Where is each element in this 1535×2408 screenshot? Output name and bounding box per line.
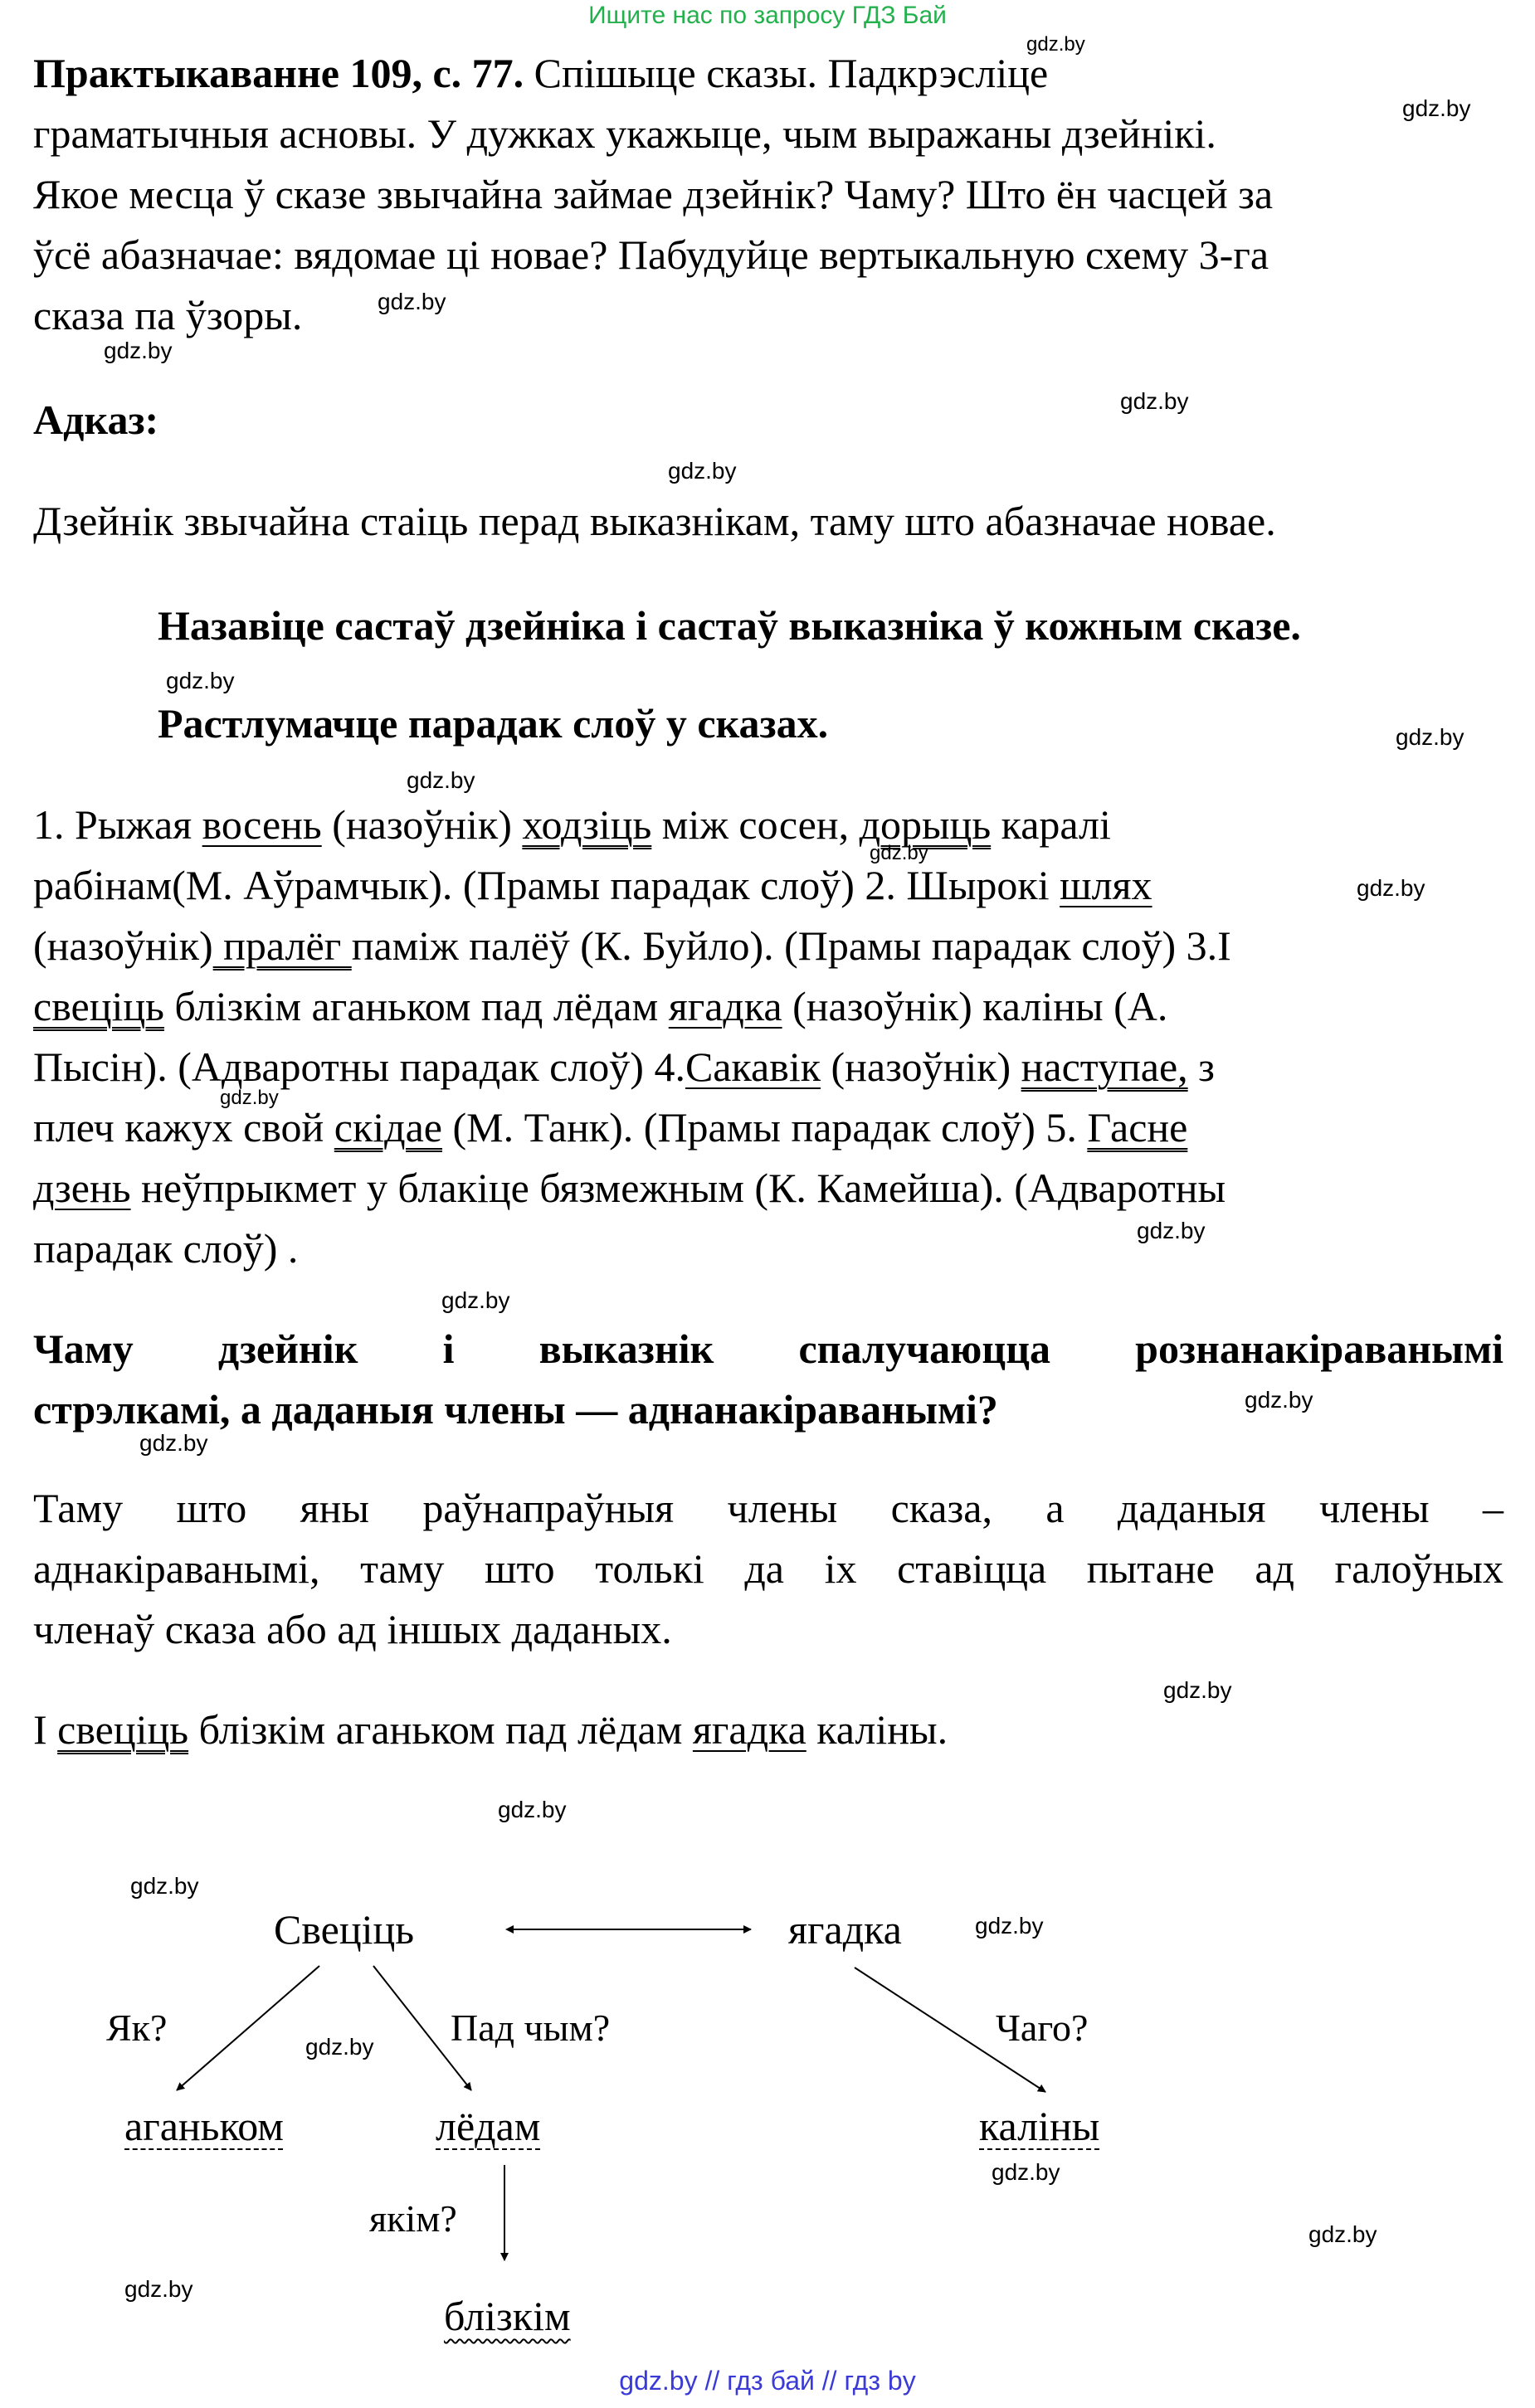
task-line-5: сказа па ўзоры. — [33, 292, 303, 338]
watermark: gdz.by — [1163, 1677, 1232, 1703]
diagram-question-chago: Чаго? — [996, 2007, 1089, 2049]
sentence-line-6: плеч кажух свой скідае (М. Танк). (Прамы парадак слоў) 5. Гасне — [33, 1104, 1188, 1150]
task-text: Спішыце сказы. Падкрэсліце — [524, 50, 1049, 96]
watermark: gdz.by — [1402, 95, 1471, 121]
watermark: gdz.by — [305, 2034, 374, 2060]
predicate: дорыць — [859, 801, 992, 848]
sentence-line-3: (назоўнік) пралёг паміж палёў (К. Буйло). (Прамы парадак слоў) 3.І — [33, 922, 1231, 969]
subject: восень — [202, 801, 322, 848]
diagram-subject: ягадка — [788, 1906, 902, 1953]
diagram-word-ledam: лёдам — [436, 2103, 541, 2149]
watermark: gdz.by — [1308, 2221, 1377, 2247]
watermark: gdz.by — [378, 289, 446, 314]
watermark: gdz.by — [975, 1913, 1044, 1939]
diagram-question-pad: Пад чым? — [451, 2007, 611, 2049]
sentence-line-4: свеціць блізкім аганьком пад лёдам ягадка (назоўнік) каліны (А. — [33, 983, 1168, 1029]
sentence-line-8: парадак слоў) . — [33, 1225, 299, 1272]
watermark: gdz.by — [870, 842, 928, 864]
watermark: gdz.by — [407, 767, 475, 793]
answer3-line-2: аднакіраванымі, таму што толькі да іх ставіцца пытане ад галоўных — [33, 1545, 1503, 1592]
watermark: gdz.by — [1026, 33, 1085, 56]
watermark: gdz.by — [992, 2159, 1060, 2185]
sentence-line-2: рабінам(М. Аўрамчык). (Прамы парадак слоў) 2. Шырокі шлях — [33, 862, 1152, 908]
answer-heading: Адказ: — [33, 396, 159, 443]
watermark: gdz.by — [1357, 875, 1425, 901]
example-sentence: І свеціць блізкім аганьком пад лёдам ягадка каліны. — [33, 1706, 948, 1753]
watermark: gdz.by — [124, 2276, 193, 2302]
predicate: Гасне — [1087, 1104, 1188, 1150]
diagram-question-yak: Як? — [106, 2007, 168, 2049]
subject: ягадка — [668, 983, 782, 1029]
watermark: gdz.by — [1396, 724, 1464, 750]
watermark: gdz.by — [668, 458, 737, 484]
subject: Сакавік — [685, 1043, 821, 1090]
predicate: наступае, — [1021, 1043, 1188, 1090]
task-line-2: граматычныя асновы. У дужках укажыце, чым выражаны дзейнікі. — [33, 110, 1216, 157]
predicate: ходзіць — [522, 801, 652, 848]
predicate: пралёг — [212, 922, 352, 969]
diagram-word-aganok: аганьком — [124, 2103, 284, 2149]
task-line-4: ўсё абазначае: вядомае ці новае? Пабудуйце вертыкальную схему 3-га — [33, 231, 1269, 278]
sentence-line-1: 1. Рыжая восень (назоўнік) ходзіць між сосен, дорыць каралі — [33, 801, 1111, 848]
answer3-line-1: Таму што яны раўнапраўныя члены сказа, а даданыя члены – — [33, 1485, 1503, 1531]
predicate: скідае — [334, 1104, 442, 1150]
predicate: свеціць — [57, 1706, 189, 1753]
diagram-question-yakim: якім? — [369, 2197, 457, 2240]
subject: шлях — [1060, 862, 1152, 908]
watermark: gdz.by — [104, 338, 173, 363]
search-banner[interactable]: Ищите нас по запросу ГДЗ Бай — [588, 2, 947, 29]
sentence-line-7: дзень неўпрыкмет у блакіце бязмежным (К. Камейша). (Адваротны — [33, 1165, 1226, 1211]
question-arrows-2: стрэлкамі, а даданыя члены — аднанакіраванымі? — [33, 1386, 998, 1433]
watermark: gdz.by — [130, 1873, 199, 1899]
predicate: свеціць — [33, 983, 164, 1029]
diagram-predicate: Свеціць — [274, 1906, 415, 1953]
diagram-word-kaliny: каліны — [979, 2103, 1100, 2149]
question-word-order: Растлумачце парадак слоў у сказах. — [158, 700, 829, 747]
answer3-line-3: членаў сказа або ад іншых даданых. — [33, 1606, 672, 1652]
watermark: gdz.by — [1120, 388, 1189, 414]
watermark: gdz.by — [1245, 1387, 1313, 1413]
arrow-to-aganok — [177, 1966, 319, 2090]
question-arrows-1: Чаму дзейнік і выказнік спалучаюцца рознанакіраванымі — [33, 1326, 1503, 1372]
watermark: gdz.by — [220, 1087, 279, 1109]
watermark: gdz.by — [166, 668, 235, 693]
subject: ягадка — [692, 1706, 806, 1753]
answer-text: Дзейнік звычайна стаіць перад выказнікам, таму што абазначае новае. — [33, 498, 1276, 544]
question-composition: Назавіце састаў дзейніка і састаў выказніка ў кожным сказе. — [158, 602, 1301, 649]
subject: дзень — [33, 1165, 131, 1211]
task-line-3: Якое месца ў сказе звычайна займае дзейнік? Чаму? Што ён часцей за — [33, 171, 1274, 217]
task-number: Практыкаванне 109, с. 77. — [33, 50, 524, 96]
watermark: gdz.by — [139, 1430, 208, 1456]
watermark: gdz.by — [1137, 1218, 1206, 1243]
footer-links[interactable]: gdz.by // гдз бай // гдз by — [619, 2366, 916, 2396]
diagram-word-blizkim: блізкім — [444, 2293, 571, 2339]
watermark: gdz.by — [441, 1287, 510, 1313]
watermark: gdz.by — [498, 1797, 567, 1822]
sentence-line-5: Пысін). (Адваротны парадак слоў) 4.Сакавік (назоўнік) наступае, з — [33, 1043, 1215, 1090]
